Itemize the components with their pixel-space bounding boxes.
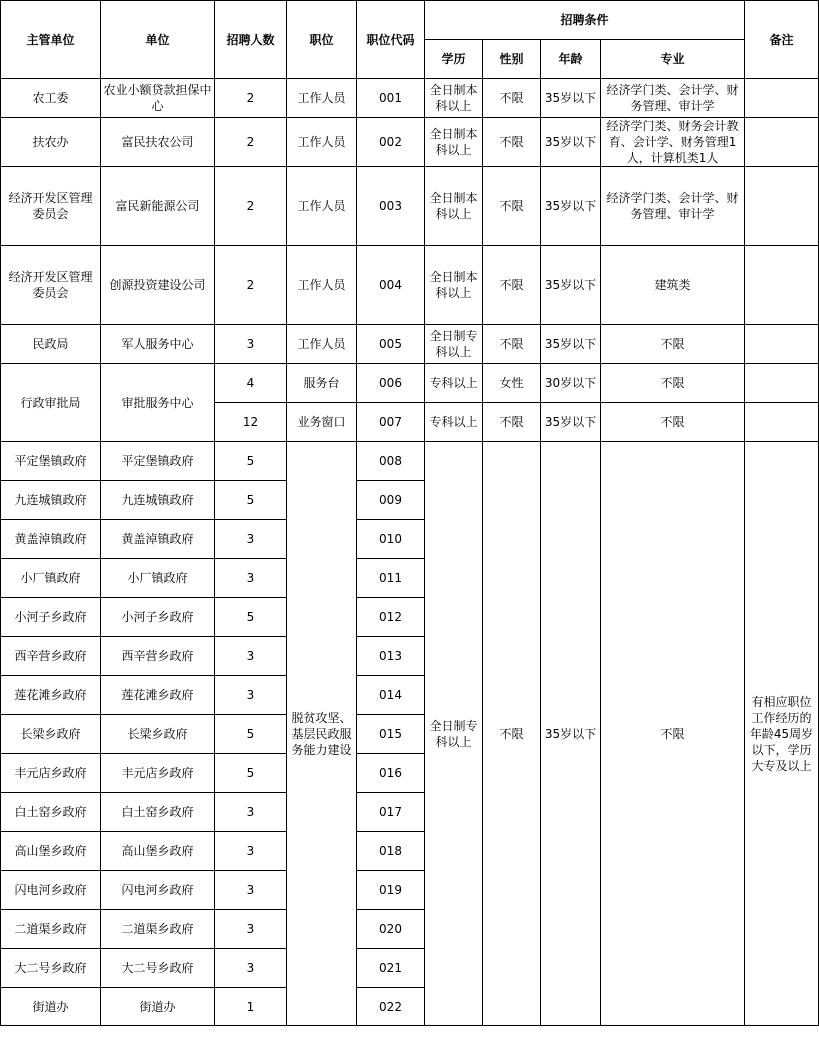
header-education: 学历: [425, 40, 483, 79]
header-conditions: 招聘条件: [425, 1, 745, 40]
cell-headcount: 3: [215, 871, 287, 910]
cell-headcount: 3: [215, 520, 287, 559]
cell-code: 011: [357, 559, 425, 598]
cell-authority: 长梁乡政府: [1, 715, 101, 754]
header-position-code: 职位代码: [357, 1, 425, 79]
header-unit: 单位: [101, 1, 215, 79]
cell-unit: 高山堡乡政府: [101, 832, 215, 871]
cell-authority: 小河子乡政府: [1, 598, 101, 637]
table-row: [1, 79, 819, 118]
cell-code: 004: [357, 246, 425, 325]
cell-authority: 闪电河乡政府: [1, 871, 101, 910]
cell-code: 008: [357, 442, 425, 481]
cell-remarks: [745, 325, 819, 364]
cell-remarks: [745, 364, 819, 403]
cell-headcount: 3: [215, 910, 287, 949]
cell-position: 工作人员: [287, 79, 357, 118]
cell-headcount: 3: [215, 793, 287, 832]
cell-unit: 丰元店乡政府: [101, 754, 215, 793]
cell-education: 全日制本科以上: [425, 246, 483, 325]
cell-authority: 高山堡乡政府: [1, 832, 101, 871]
cell-code: 021: [357, 949, 425, 988]
cell-remarks: [745, 246, 819, 325]
cell-headcount: 3: [215, 637, 287, 676]
cell-position-merged: 脱贫攻坚、基层民政服务能力建设: [287, 442, 357, 1026]
cell-position: 工作人员: [287, 325, 357, 364]
table-row: [1, 325, 819, 364]
cell-age: 35岁以下: [541, 246, 601, 325]
cell-unit: 街道办: [101, 988, 215, 1026]
table-row: [1, 167, 819, 246]
cell-headcount: 3: [215, 676, 287, 715]
cell-headcount: 3: [215, 559, 287, 598]
cell-unit: 审批服务中心: [101, 364, 215, 442]
cell-unit: 白土窑乡政府: [101, 793, 215, 832]
cell-position: 工作人员: [287, 118, 357, 167]
cell-unit: 小河子乡政府: [101, 598, 215, 637]
header-remarks: 备注: [745, 1, 819, 79]
cell-remarks: [745, 79, 819, 118]
cell-headcount: 2: [215, 167, 287, 246]
cell-unit: 农业小额贷款担保中心: [101, 79, 215, 118]
cell-headcount: 3: [215, 949, 287, 988]
cell-headcount: 1: [215, 988, 287, 1026]
table-row: [1, 118, 819, 167]
table-row: [1, 364, 819, 403]
cell-authority: 行政审批局: [1, 364, 101, 442]
cell-gender: 不限: [483, 167, 541, 246]
cell-authority: 二道渠乡政府: [1, 910, 101, 949]
cell-age: 35岁以下: [541, 79, 601, 118]
cell-position: 工作人员: [287, 167, 357, 246]
cell-headcount: 2: [215, 79, 287, 118]
cell-code: 017: [357, 793, 425, 832]
cell-headcount: 12: [215, 403, 287, 442]
cell-unit: 西辛营乡政府: [101, 637, 215, 676]
cell-education: 全日制本科以上: [425, 118, 483, 167]
cell-position: 服务台: [287, 364, 357, 403]
cell-gender-merged: 不限: [483, 442, 541, 1026]
cell-major: 建筑类: [601, 246, 745, 325]
cell-code: 022: [357, 988, 425, 1026]
cell-headcount: 5: [215, 715, 287, 754]
cell-gender: 不限: [483, 118, 541, 167]
cell-major: 不限: [601, 403, 745, 442]
cell-age: 35岁以下: [541, 167, 601, 246]
cell-code: 015: [357, 715, 425, 754]
cell-code: 016: [357, 754, 425, 793]
cell-age: 35岁以下: [541, 118, 601, 167]
cell-authority: 民政局: [1, 325, 101, 364]
table-row: [1, 442, 819, 481]
table-row: [1, 246, 819, 325]
cell-code: 018: [357, 832, 425, 871]
cell-age: 35岁以下: [541, 325, 601, 364]
cell-position: 业务窗口: [287, 403, 357, 442]
cell-code: 002: [357, 118, 425, 167]
cell-position: 工作人员: [287, 246, 357, 325]
cell-unit: 二道渠乡政府: [101, 910, 215, 949]
cell-code: 019: [357, 871, 425, 910]
cell-authority: 莲花滩乡政府: [1, 676, 101, 715]
cell-education: 全日制本科以上: [425, 167, 483, 246]
cell-code: 009: [357, 481, 425, 520]
cell-code: 005: [357, 325, 425, 364]
cell-authority: 九连城镇政府: [1, 481, 101, 520]
cell-headcount: 2: [215, 246, 287, 325]
cell-unit: 小厂镇政府: [101, 559, 215, 598]
cell-authority: 经济开发区管理委员会: [1, 246, 101, 325]
cell-major: 经济学门类、财务会计教育、会计学、财务管理1人，计算机类1人: [601, 118, 745, 167]
cell-education: 专科以上: [425, 403, 483, 442]
header-age: 年龄: [541, 40, 601, 79]
cell-major: 经济学门类、会计学、财务管理、审计学: [601, 79, 745, 118]
cell-code: 013: [357, 637, 425, 676]
cell-unit: 大二号乡政府: [101, 949, 215, 988]
cell-unit: 创源投资建设公司: [101, 246, 215, 325]
cell-authority: 街道办: [1, 988, 101, 1026]
cell-age: 35岁以下: [541, 403, 601, 442]
cell-gender: 不限: [483, 246, 541, 325]
cell-unit: 黄盖淖镇政府: [101, 520, 215, 559]
header-position: 职位: [287, 1, 357, 79]
cell-headcount: 4: [215, 364, 287, 403]
header-row: [1, 1, 819, 40]
cell-age: 30岁以下: [541, 364, 601, 403]
cell-code: 020: [357, 910, 425, 949]
cell-headcount: 2: [215, 118, 287, 167]
cell-unit: 莲花滩乡政府: [101, 676, 215, 715]
cell-gender: 女性: [483, 364, 541, 403]
cell-headcount: 5: [215, 598, 287, 637]
cell-unit: 长梁乡政府: [101, 715, 215, 754]
cell-education-merged: 全日制专科以上: [425, 442, 483, 1026]
cell-headcount: 3: [215, 325, 287, 364]
cell-remarks: [745, 118, 819, 167]
cell-education: 全日制本科以上: [425, 79, 483, 118]
cell-authority: 白土窑乡政府: [1, 793, 101, 832]
cell-gender: 不限: [483, 325, 541, 364]
cell-major: 经济学门类、会计学、财务管理、审计学: [601, 167, 745, 246]
header-authority: 主管单位: [1, 1, 101, 79]
cell-major-merged: 不限: [601, 442, 745, 1026]
header-headcount: 招聘人数: [215, 1, 287, 79]
cell-code: 007: [357, 403, 425, 442]
cell-remarks: [745, 167, 819, 246]
cell-remarks: [745, 403, 819, 442]
cell-code: 012: [357, 598, 425, 637]
cell-unit: 富民扶农公司: [101, 118, 215, 167]
cell-authority: 丰元店乡政府: [1, 754, 101, 793]
cell-unit: 富民新能源公司: [101, 167, 215, 246]
cell-education: 专科以上: [425, 364, 483, 403]
cell-remarks-merged: 有相应职位工作经历的年龄45周岁以下，学历大专及以上: [745, 442, 819, 1026]
cell-unit: 闪电河乡政府: [101, 871, 215, 910]
cell-headcount: 5: [215, 481, 287, 520]
cell-unit: 军人服务中心: [101, 325, 215, 364]
cell-code: 003: [357, 167, 425, 246]
cell-age-merged: 35岁以下: [541, 442, 601, 1026]
cell-unit: 九连城镇政府: [101, 481, 215, 520]
cell-unit: 平定堡镇政府: [101, 442, 215, 481]
header-gender: 性别: [483, 40, 541, 79]
cell-code: 001: [357, 79, 425, 118]
cell-authority: 黄盖淖镇政府: [1, 520, 101, 559]
cell-authority: 经济开发区管理委员会: [1, 167, 101, 246]
cell-major: 不限: [601, 364, 745, 403]
header-major: 专业: [601, 40, 745, 79]
cell-authority: 平定堡镇政府: [1, 442, 101, 481]
cell-code: 006: [357, 364, 425, 403]
cell-headcount: 3: [215, 832, 287, 871]
cell-gender: 不限: [483, 79, 541, 118]
cell-authority: 小厂镇政府: [1, 559, 101, 598]
cell-authority: 大二号乡政府: [1, 949, 101, 988]
cell-authority: 扶农办: [1, 118, 101, 167]
cell-education: 全日制专科以上: [425, 325, 483, 364]
cell-code: 014: [357, 676, 425, 715]
cell-headcount: 5: [215, 754, 287, 793]
cell-gender: 不限: [483, 403, 541, 442]
cell-headcount: 5: [215, 442, 287, 481]
cell-code: 010: [357, 520, 425, 559]
cell-authority: 西辛营乡政府: [1, 637, 101, 676]
cell-major: 不限: [601, 325, 745, 364]
cell-authority: 农工委: [1, 79, 101, 118]
